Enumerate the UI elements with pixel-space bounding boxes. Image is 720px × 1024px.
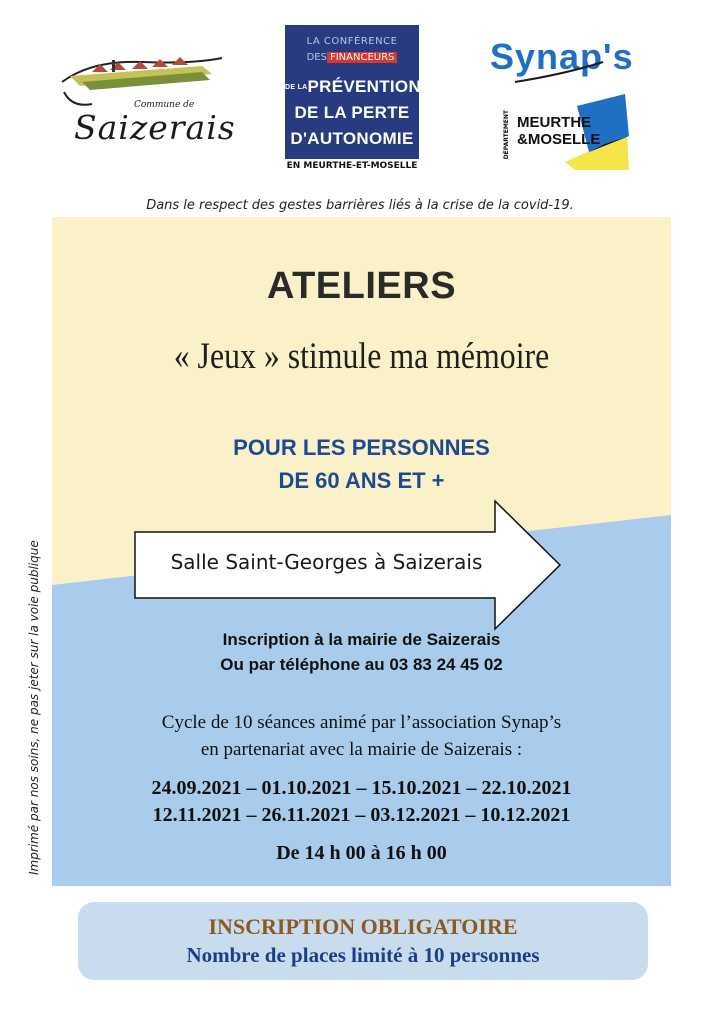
dates-line1: 24.09.2021 – 01.10.2021 – 15.10.2021 – 22.10.2021 [151, 777, 572, 799]
departement-line1: MEURTHE [517, 114, 592, 131]
page-title: ATELIERS [266, 265, 457, 307]
conference-line3-prefix: DE LA [285, 84, 308, 92]
conference-line2 [285, 52, 419, 63]
cycle-text [52, 709, 671, 763]
main-panel [52, 217, 671, 886]
location-label: Salle Saint-Georges à Saizerais [170, 550, 483, 574]
synaps-swoosh-icon [485, 30, 645, 90]
synaps-wordmark: Synap's [490, 36, 634, 77]
conference-line2-prefix: DES [306, 52, 327, 63]
cycle-line2: en partenariat avec la mairie de Saizerais : [200, 739, 523, 760]
print-note: Imprimé par nos soins, ne pas jeter sur la voie publique [27, 540, 41, 875]
audience-line1: POUR LES PERSONNES [233, 435, 490, 460]
departement-name [517, 114, 600, 148]
conference-footer: EN MEURTHE-ET-MOSELLE [286, 161, 418, 171]
departement-logo [505, 92, 635, 172]
audience-text [52, 431, 671, 497]
session-hours: De 14 h 00 à 16 h 00 [276, 842, 447, 864]
page-subtitle: « Jeux » stimule ma mémoire [173, 336, 550, 377]
saizerais-logo [52, 52, 236, 147]
departement-line2: &MOSELLE [517, 131, 601, 148]
conference-line1: LA CONFÉRENCE [306, 36, 398, 47]
audience-line2: DE 60 ANS ET + [278, 468, 445, 493]
dates-line2: 12.11.2021 – 26.11.2021 – 03.12.2021 – 10.12.2021 [152, 804, 571, 826]
saizerais-name: Saizerais [74, 108, 236, 147]
covid-respect-note: Dans le respect des gestes barrières liés à la crise de la covid-19. [146, 198, 574, 213]
departement-label: DÉPARTEMENT [503, 110, 510, 160]
conference-line2-highlight: FINANCEURS [327, 52, 397, 63]
conference-line5: D'AUTONOMIE [290, 129, 414, 148]
session-dates [52, 775, 671, 829]
inscription-line1: Inscription à la mairie de Saizerais [222, 630, 501, 649]
conference-financeurs-logo [285, 25, 422, 173]
conference-line4: DE LA PERTE [294, 103, 410, 122]
inscription-line2: Ou par téléphone au 03 83 24 45 02 [220, 655, 503, 674]
cycle-line1: Cycle de 10 séances animé par l’association Synap’s [161, 712, 562, 733]
commune-label: Commune de [134, 100, 195, 110]
footer-box [78, 902, 648, 980]
synaps-logo [485, 30, 645, 90]
conference-line3-text: PRÉVENTION [307, 77, 422, 96]
conference-line3 [285, 77, 422, 97]
places-limit: Nombre de places limité à 10 personnes [186, 943, 540, 967]
inscription-obligatoire: INSCRIPTION OBLIGATOIRE [208, 914, 518, 939]
inscription-text [52, 627, 671, 677]
